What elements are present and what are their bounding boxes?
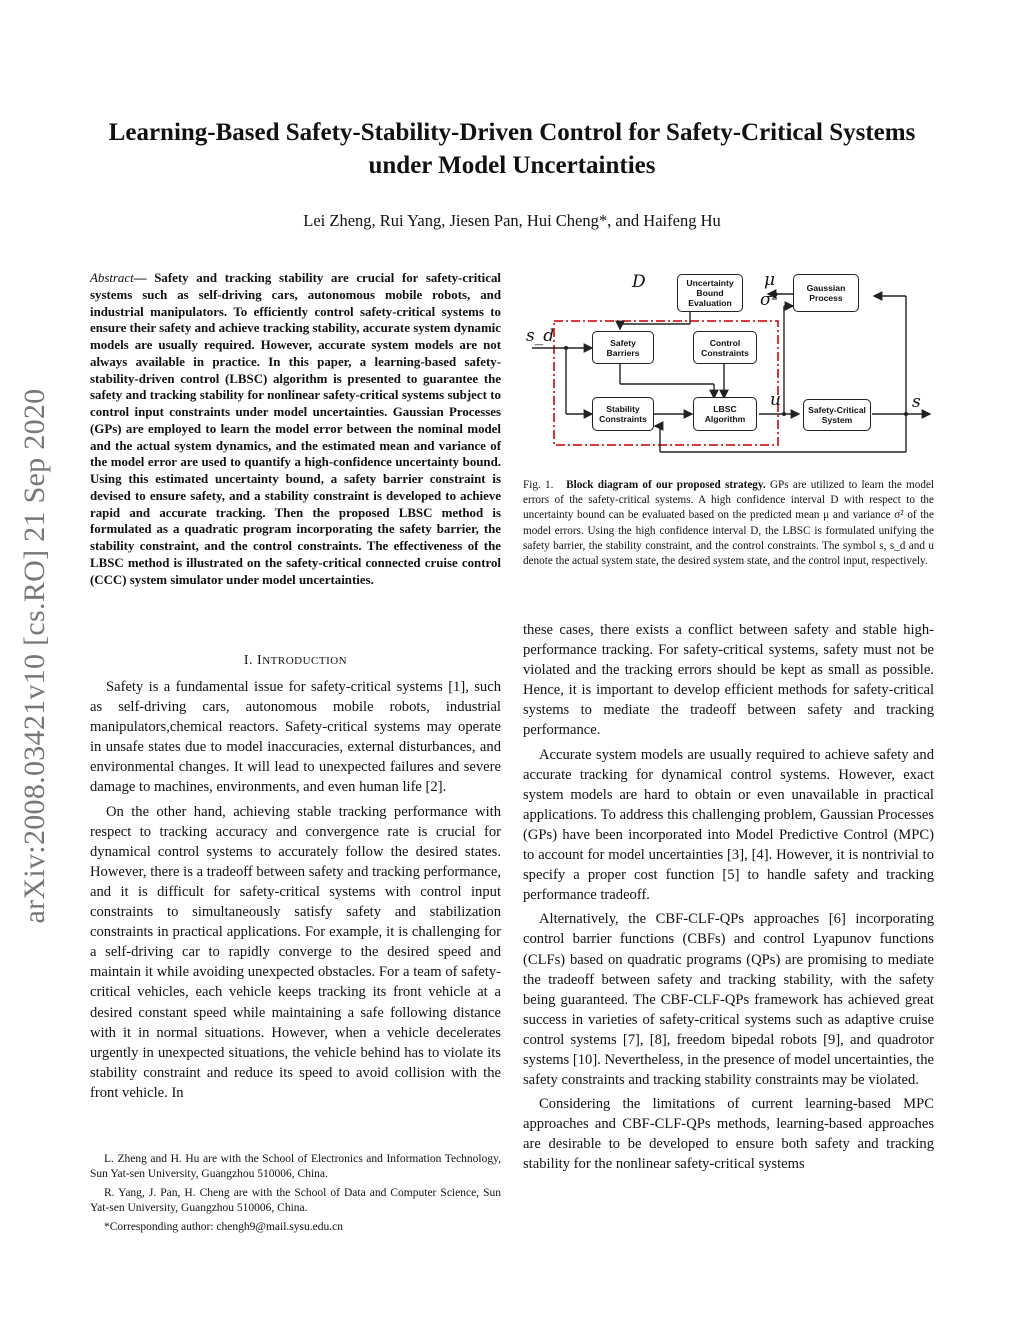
symbol-sigma2: σ²: [760, 290, 779, 310]
section-heading: [90, 653, 501, 669]
right-column-body: [523, 620, 934, 1179]
body-paragraph: On the other hand, achieving stable tracking performance with respect to tracking accuracy and convergence rate is crucial for dynamical control systems to accurately follow the desired states. However, there is a tradeoff between safety and tracking performance, and it is difficult for safety-critical systems with control input constraints to simultaneously satisfy safety and stabilization constraints in practical applications. For example, it is challenging for a self-driving car to rapidly converge to the desired speed and maintain it while avoiding unexpected obstacles. For a team of safety-critical vehicles, each vehicle keeps tracking its front vehicle at a desired constant speed while maintaining a safe following distance with it in normal situations. However, when a vehicle decelerates urgently in unexpected situations, the vehicle behind has to violate its stability constraint and reduce its speed to avoid collision with the front vehicle. In: [90, 803, 501, 1101]
author-list: Lei Zheng, Rui Yang, Jiesen Pan, Hui Cheng*, and Haifeng Hu: [303, 211, 721, 230]
lbsc-algorithm-block: LBSC Algorithm: [693, 397, 757, 431]
paper-title: Learning-Based Safety-Stability-Driven Control for Safety-Critical Systems under Model Uncertainties: [108, 119, 916, 179]
symbol-sd: s_d: [526, 326, 555, 346]
abstract-text: Safety and tracking stability are crucial for safety-critical systems such as self-driving cars, autonomous mobile robots, and industrial manipulators. To efficiently control safety-critical systems to ensure their safety and achieve tracking stability, accurate system dynamic models are usually required. However, accurate system models are not always available in practice. In this paper, a learning-based safety-stability-driven control (LBSC) algorithm is presented to guarantee the safety and tracking stability for nonlinear safety-critical systems subject to control input constraints under model uncertainties. Gaussian Processes (GPs) are employed to learn the model error between the nominal model and the actual system dynamics, and the estimated mean and variance of the model error are used to quantify a high-confidence uncertainty bound. Using this estimated uncertainty bound, a safety barrier constraint is devised to ensure safety, and a stability constraint is developed to achieve rapid and accurate tracking. Then the proposed LBSC method is formulated as a quadratic program incorporating the safety barrier, the stability constraint, and the control constraints. The effectiveness of the LBSC method is illustrated on the safety-critical connected cruise control (CCC) system simulator under model uncertainties.: [90, 271, 501, 587]
footnote: *Corresponding author: chengh9@mail.sysu.edu.cn: [104, 1221, 343, 1233]
body-paragraph: Accurate system models are usually required to achieve safety and accurate tracking for dynamical control systems. However, exact system models are hard to obtain or even unavailable in practical applications. To address this challenging problem, Gaussian Processes (GPs) have been incorporated into Model Predictive Control (MPC) to account for model uncertainties [3], [4]. However, it is nontrivial to specify a proper cost function [5] to handle safety and tracking performance tradeoff.: [523, 746, 934, 904]
uncertainty-bound-block: Uncertainty Bound Evaluation: [677, 274, 743, 312]
footnotes: [90, 1152, 501, 1239]
section-number: I.: [243, 653, 254, 668]
symbol-s: s: [912, 392, 921, 412]
symbol-D: D: [632, 272, 646, 292]
safety-critical-system-block: Safety-Critical System: [803, 399, 871, 431]
footnote: R. Yang, J. Pan, H. Cheng are with the School of Data and Computer Science, Sun Yat-sen University, Guangzhou 510006, China.: [90, 1187, 501, 1214]
left-column-body: [90, 677, 501, 1107]
safety-barriers-block: Safety Barriers: [592, 331, 654, 364]
arxiv-id: arXiv:2008.03421v10 [cs.RO] 21 Sep 2020: [18, 388, 51, 923]
body-paragraph: Considering the limitations of current learning-based MPC approaches and CBF-CLF-QPs methods, learning-based approaches are desirable to be developed to ensure both safety and tracking stability for the nonlinear safety-critical systems: [523, 1096, 934, 1173]
caption-text: GPs are utilized to learn the model errors of the safety-critical systems. A high confidence interval D with respect to the uncertainty bound can be evaluated based on the predicted mean μ and variance σ² of the model errors. Using the high confidence interval D, the LBSC is formulated unifying the safety barrier, the stability constraint, and the control constraints. The symbol s, s_d and u denote the actual system state, the desired system state, and the control input, respectively.: [523, 479, 935, 568]
block-diagram: [520, 266, 936, 462]
abstract-lead: Abstract: [90, 271, 134, 285]
figure-caption: [523, 478, 934, 569]
section-first-letter: I: [257, 653, 263, 668]
symbol-mu: μ: [764, 270, 776, 290]
caption-title: Block diagram of our proposed strategy.: [566, 479, 766, 491]
body-paragraph: Alternatively, the CBF-CLF-QPs approaches [6] incorporating control barrier functions (CBFs) and control Lyapunov functions (CLFs) based on quadratic programs (QPs) are promising to mediate the tradeoff between safety and tracking stability, with the safety being guaranteed. The CBF-CLF-QPs framework has achieved great success in varieties of safety-critical systems such as adaptive cruise control systems [7], [8], freedom bipedal robots [9], and quadrotor systems [10]. Nevertheless, in the presence of model uncertainties, the safety constraints and tracking stability constraints may be violated.: [523, 911, 934, 1089]
body-paragraph: these cases, there exists a conflict between safety and stable high-performance tracking. For safety-critical systems, safety must not be violated and the tracking errors should be kept as small as possible. Hence, it is important to develop efficient methods for safety-critical systems to mediate the tradeoff between safety and tracking performance.: [523, 622, 934, 739]
section-title-rest: NTRODUCTION: [262, 655, 348, 667]
gaussian-process-block: Gaussian Process: [793, 274, 859, 312]
footnote: L. Zheng and H. Hu are with the School of Electronics and Information Technology, Sun Yat-sen University, Guangzhou 510006, China.: [90, 1153, 501, 1180]
arxiv-watermark: [10, 348, 60, 963]
abstract: Abstract— Safety and tracking stability are crucial for safety-critical systems such as self-driving cars, autonomous mobile robots, and industrial manipulators. To efficiently control safety-critical systems to ensure their safety and achieve tracking stability, accurate system dynamic models are usually required. However, accurate system models are not always available in practice. In this paper, a learning-based safety-stability-driven control (LBSC) algorithm is presented to guarantee the safety and tracking stability for nonlinear safety-critical systems subject to control input constraints under model uncertainties. Gaussian Processes (GPs) are employed to learn the model error between the nominal model and the actual system dynamics, and the estimated mean and variance of the model error are used to quantify a high-confidence uncertainty bound. Using this estimated uncertainty bound, a safety barrier constraint is devised to ensure safety, and a stability constraint is developed to achieve rapid and accurate tracking. Then the proposed LBSC method is formulated as a quadratic program incorporating the safety barrier, the stability constraint, and the control constraints. The effectiveness of the LBSC method is illustrated on the safety-critical connected cruise control (CCC) system simulator under model uncertainties.: [90, 271, 501, 587]
caption-label: Fig. 1.: [523, 479, 554, 491]
symbol-u: u: [770, 390, 781, 410]
control-constraints-block: Control Constraints: [693, 331, 757, 364]
body-paragraph: Safety is a fundamental issue for safety-critical systems [1], such as self-driving cars, autonomous mobile robots, industrial manipulators,chemical reactors. Safety-critical systems may operate in unsafe states due to model inaccuracies, external disturbances, and environmental changes. It will lead to unexpected failures and severe damage to machines, environments, and even human life [2].: [90, 679, 501, 796]
stability-constraints-block: Stability Constraints: [592, 397, 654, 431]
